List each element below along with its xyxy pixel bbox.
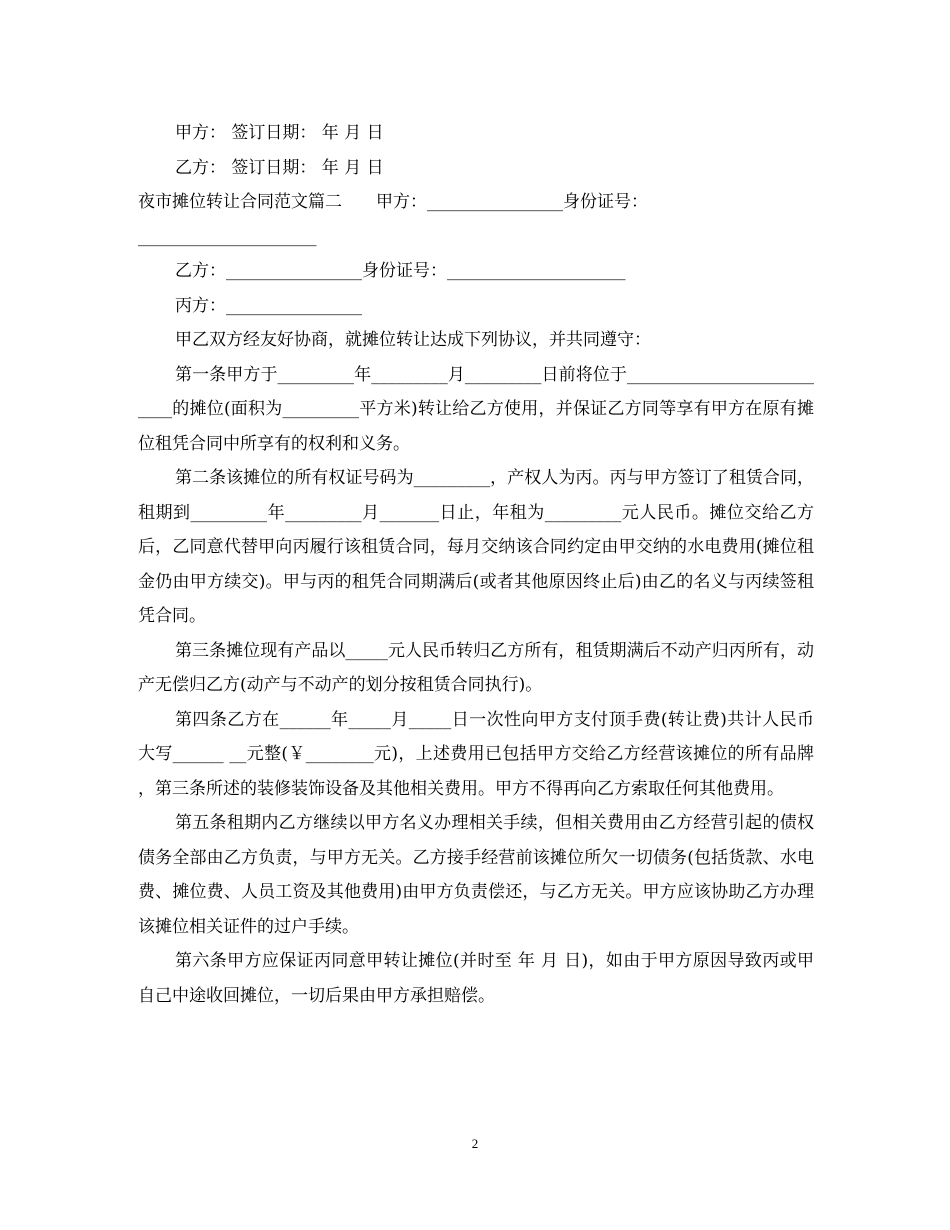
- article-2: 第二条该摊位的所有权证号码为_________，产权人为丙。丙与甲方签订了租赁合同，租期到_________年_________月_______日止，年租为_________元人民币。摊位交给乙方后，乙同意代替甲向丙履行该租赁合同，每月交纳该合同约定由甲交纳的水电费用(摊位租金仍由甲方续交)。甲与丙的租凭合同期满后(或者其他原因终止后)由乙的名义与丙续签租凭合同。: [138, 468, 814, 626]
- party-c-line: 丙方：________________: [175, 295, 362, 316]
- intro-paragraph: 甲乙双方经友好协商，就摊位转让达成下列协议，并共同遵守：: [175, 330, 651, 350]
- article-1: 第一条甲方于_________年_________月_________日前将位于__________________________的摊位(面积为_________平方米)转让给乙方使用，并保证乙方同等享有甲方在原有摊位租凭合同中所享有的权利和义务。: [138, 364, 814, 454]
- article-3: 第三条摊位现有产品以_____元人民币转归乙方所有，租赁期满后不动产归丙所有，动产无偿归乙方(动产与不动产的划分按租赁合同执行)。: [138, 640, 814, 695]
- document-body: [138, 116, 814, 1013]
- party-b-id-line: 乙方：________________身份证号：_____________________: [175, 261, 626, 281]
- party-a-signature-line: 甲方： 签订日期： 年 月 日: [175, 123, 384, 143]
- article-4: 第四条乙方在______年_____月_____日一次性向甲方支付顶手费(转让费)共计人民币大写______ __元整(￥________元)，上述费用已包括甲方交给乙方经营该摊位的所有品牌，第三条所述的装修装饰设备及其他相关费用。甲方不得再向乙方索取任何其他费用。: [138, 709, 814, 799]
- article-6: 第六条甲方应保证丙同意甲转让摊位(并时至 年 月 日)，如由于甲方原因导致丙或甲自己中途收回摊位，一切后果由甲方承担赔偿。: [138, 951, 814, 1006]
- section-heading-line: 夜市摊位转让合同范文篇二 甲方：________________身份证号：: [138, 192, 648, 212]
- party-b-signature-line: 乙方： 签订日期： 年 月 日: [175, 157, 384, 178]
- article-5: 第五条租期内乙方继续以甲方名义办理相关手续，但相关费用由乙方经营引起的债权债务全部由乙方负责，与甲方无关。乙方接手经营前该摊位所欠一切债务(包括货款、水电费、摊位费、人员工资及其他费用)由甲方负责偿还，与乙方无关。甲方应该协助乙方办理该摊位相关证件的过户手续。: [138, 813, 814, 937]
- id-number-blank-line: _____________________: [138, 226, 317, 247]
- page-number: 2: [471, 1136, 479, 1151]
